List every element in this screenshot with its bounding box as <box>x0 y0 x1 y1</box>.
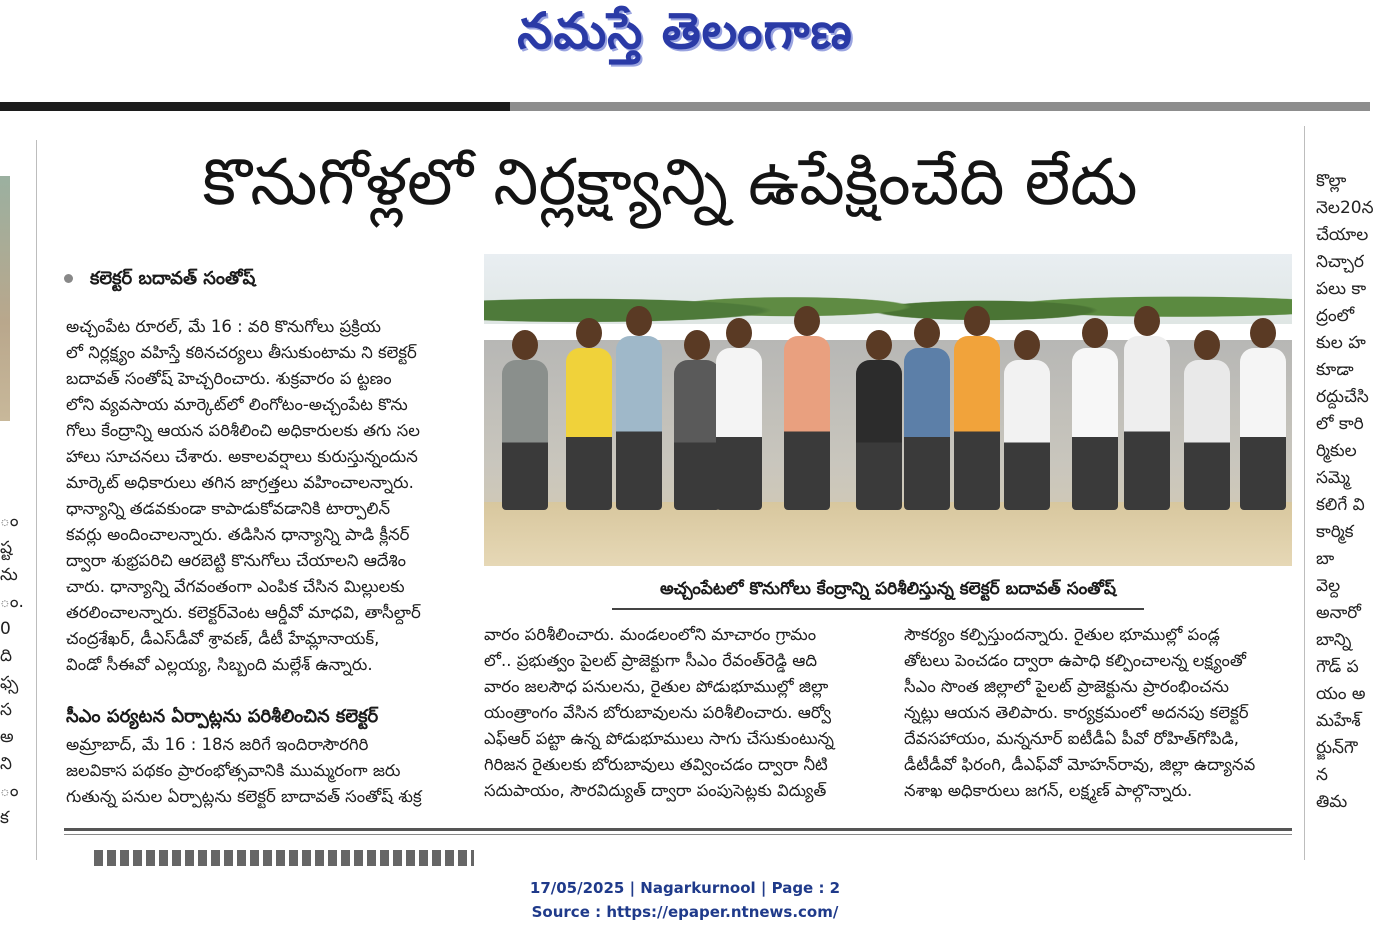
person-head <box>626 306 652 336</box>
person-figure <box>716 348 762 510</box>
person-head <box>576 318 602 348</box>
article-line: లో నిర్లక్ష్యం వహిస్తే కఠినచర్యలు తీసుకుంటామ ని కలెక్టర్ <box>66 343 417 362</box>
fragment-text: ఫ్స <box>0 673 19 693</box>
article-line: చారు. ధాన్యాన్ని వేగవంతంగా ఎంపిక చేసిన మిల్లులకు <box>66 577 405 596</box>
person-figure <box>1124 336 1170 510</box>
section-divider-thin <box>64 834 1292 835</box>
byline-text: కలెక్టర్ బదావత్ సంతోష్ <box>90 268 256 289</box>
person-head <box>1014 330 1040 360</box>
person-figure <box>784 336 830 510</box>
person-figure <box>1004 360 1050 510</box>
article-line: జలవికాస పథకం ప్రారంభోత్సవానికి ముమ్మరంగా జరు <box>66 761 401 780</box>
article-column-1-continued <box>66 732 454 810</box>
adjacent-article-left <box>0 508 24 832</box>
fragment-text: యం అ <box>1316 684 1366 704</box>
person-figure <box>856 360 902 510</box>
person-figure <box>674 360 720 510</box>
article-column-1 <box>66 314 454 678</box>
masthead-rule-dark <box>0 102 510 111</box>
masthead-rule-gray <box>510 102 1370 111</box>
article-line: హాలు సూచనలు చేశారు. అకాలవర్షాలు కురుస్తున్నందున <box>66 447 418 466</box>
fragment-text: న <box>1316 765 1328 785</box>
person-figure <box>566 348 612 510</box>
article-line: న్నట్లు ఆయన తెలిపారు. కార్యక్రమంలో అదనపు కలెక్టర్ <box>904 703 1249 722</box>
fragment-text: క <box>0 808 9 828</box>
fragment-text: అ <box>0 727 14 747</box>
fragment-text: వెల్ద <box>1316 576 1341 596</box>
article-line: ఎఫ్‌ఆర్ పట్టా ఉన్న పోడుభూములు సాగు చేసుకుంటున్న <box>484 729 835 748</box>
article-line: యంత్రాంగం వేసిన బోరుబావులను పరిశీలించారు. ఆర్వో <box>484 703 832 722</box>
article-line: లో.. ప్రభుత్వం పైలట్ ప్రాజెక్టుగా సీఎం రేవంత్‌రెడ్డి ఆది <box>484 651 818 670</box>
footer-source: Source : https://epaper.ntnews.com/ <box>531 903 839 921</box>
fragment-text: ష్ట <box>0 538 13 558</box>
person-head <box>512 330 538 360</box>
fragment-text: అనారో <box>1316 603 1361 623</box>
fragment-text: తిమ <box>1316 792 1348 812</box>
article-line: సౌకర్యం కల్పిస్తుందన్నారు. రైతుల భూముల్లో పండ్ల <box>904 625 1220 644</box>
person-figure <box>1184 360 1230 510</box>
person-head <box>1082 318 1108 348</box>
person-head <box>684 330 710 360</box>
article-line: సదుపాయం, సౌరవిద్యుత్ ద్వారా పంపుసెట్లకు విద్యుత్ <box>484 781 827 800</box>
fragment-text: కార్మిక <box>1316 522 1354 542</box>
article-line: గిరిజన రైతులకు బోరుబావులు తవ్వించడం ద్వారా నీటి <box>484 755 828 774</box>
article-subhead: సీఎం పర్యటన ఏర్పాట్లను పరిశీలించిన కలెక్టర్ <box>66 706 379 727</box>
article-line: గోలు కేంద్రాన్ని ఆయన పరిశీలించి అధికారులకు తగు సల <box>66 421 420 440</box>
fragment-text: ని <box>0 754 12 774</box>
masthead <box>0 0 1370 100</box>
column-divider-right <box>1304 126 1305 860</box>
footer-date-edition: 17/05/2025 | Nagarkurnool | Page : 2 <box>529 879 841 897</box>
photo-grain-heap <box>484 502 1292 566</box>
fragment-text: స <box>0 700 12 720</box>
fragment-text: బా <box>1316 549 1335 569</box>
fragment-text: ద్రంలో <box>1316 306 1355 326</box>
article-photo <box>484 254 1292 566</box>
fragment-text: కలిగే వి <box>1316 495 1365 515</box>
fragment-text: నెల20న <box>1316 198 1374 218</box>
person-head <box>1134 306 1160 336</box>
fragment-text: సమ్మె <box>1316 468 1350 488</box>
article-line: కవర్లు అందించాలన్నారు. తడిసిన ధాన్యాన్ని పాడి క్లీనర్ <box>66 525 410 544</box>
fragment-text: కొల్లా <box>1316 171 1347 191</box>
article-line: డీటీడీవో ఫిరంగి, డీఎఫ్‌వో మోహన్‌రావు, జిల్లా ఉద్యానవ <box>904 755 1256 774</box>
person-head <box>964 306 990 336</box>
fragment-text: 0 <box>0 619 11 639</box>
section-divider <box>64 828 1292 831</box>
fragment-text: ర్మికుల <box>1316 441 1357 461</box>
person-figure <box>904 348 950 510</box>
article-line: సీఎం సొంత జిల్లాలో పైలట్ ప్రాజెక్టును ప్రారంభించను <box>904 677 1229 696</box>
article-line: విండో సీఈవో ఎల్లయ్య, సిబ్బంది మల్లేశ్ ఉన్నారు. <box>66 655 373 674</box>
person-figure <box>1072 348 1118 510</box>
next-article-headline-cutoff <box>94 850 474 866</box>
person-head <box>866 330 892 360</box>
person-figure <box>616 336 662 510</box>
fragment-text: ం <box>0 781 19 801</box>
article-line: ధాన్యాన్ని తడవకుండా కాపాడుకోవడానికి టార్పాలిన్ <box>66 499 391 518</box>
article-line: మార్కెట్ అధికారులు తగిన జాగ్రత్తలు వహించాలన్నారు. <box>66 473 414 492</box>
fragment-text: ను <box>0 565 18 585</box>
article-line: తోటలు పెంచడం ద్వారా ఉపాధి కల్పించాలన్న లక్ష్యంతో <box>904 651 1247 670</box>
person-head <box>794 306 820 336</box>
adjacent-article-right <box>1316 168 1374 816</box>
article-line: వారం పరిశీలించారు. మండలంలోని మాచారం గ్రామం <box>484 625 817 644</box>
article-line: అచ్చంపేట రూరల్, మే 16 : వరి కొనుగోలు ప్రక్రియ <box>66 317 382 336</box>
fragment-text: చేయాల <box>1316 225 1369 245</box>
article-line: ద్వారా శుభ్రపరిచి ఆరబెట్టి కొనుగోలు చేయాలని ఆదేశిం <box>66 551 406 570</box>
fragment-text: రద్దుచేసి <box>1316 387 1369 407</box>
article-column-3 <box>904 622 1294 804</box>
fragment-text: ం. <box>0 592 24 612</box>
fragment-text: కుల హ <box>1316 333 1366 353</box>
fragment-text: పలు కా <box>1316 279 1367 299</box>
article-line: అమ్రాబాద్, మే 16 : 18న జరిగే ఇందిరాసౌరగిరి <box>66 735 369 754</box>
article-line: వారం జలసౌధ పనులను, రైతుల పోడుభూముల్లో జిల్లా <box>484 677 829 696</box>
fragment-text: బాన్ని <box>1316 630 1352 650</box>
article-line: గుతున్న పనుల ఏర్పాట్లను కలెక్టర్ బాదావత్ సంతోష్ శుక్ర <box>66 787 422 806</box>
person-head <box>914 318 940 348</box>
article-line: తరలించాలన్నారు. కలెక్టర్‌వెంట ఆర్డీవో మాధవి, తాసీల్దార్ <box>66 603 421 622</box>
fragment-text: కూడా <box>1316 360 1354 380</box>
person-head <box>726 318 752 348</box>
column-divider-left <box>36 140 37 860</box>
article-line: దేవసహాయం, మన్ననూర్ ఐటీడీఏ పీవో రోహిత్‌గోపిడి, <box>904 729 1239 748</box>
next-article-cutoff <box>64 846 1292 864</box>
fragment-text: గౌడ్ ప <box>1316 657 1359 677</box>
fragment-text: ది <box>0 646 13 666</box>
adjacent-article-photo <box>0 176 10 421</box>
byline <box>64 264 464 294</box>
person-figure <box>954 336 1000 510</box>
person-figure <box>502 360 548 510</box>
person-head <box>1250 318 1276 348</box>
fragment-text: లో కారి <box>1316 414 1364 434</box>
newspaper-logo: నమస్తే తెలంగాణ <box>517 2 853 60</box>
article-column-2 <box>484 622 874 804</box>
photo-trees <box>484 266 1292 340</box>
caption-underline <box>612 608 1144 610</box>
article-line: లోని వ్యవసాయ మార్కెట్‌లో లింగోటం-అచ్చంపేట కొను <box>66 395 408 414</box>
article-line: చంద్రశేఖర్, డీఎస్‌డీవో శ్రావణ్, డీటీ హేమ్లానాయక్, <box>66 629 380 648</box>
article-line: బదావత్ సంతోష్ హెచ్చరించారు. శుక్రవారం ప ట్టణం <box>66 369 392 388</box>
fragment-text: ం <box>0 511 19 531</box>
fragment-text: నిచ్చార <box>1316 252 1365 272</box>
photo-caption: అచ్చంపేటలో కొనుగోలు కేంద్రాన్ని పరిశీలిస్తున్న కలెక్టర్ బదావత్ సంతోష్ <box>660 579 1116 599</box>
fragment-text: ర్జున్‌గౌ <box>1316 738 1358 758</box>
article-headline: కొనుగోళ్లలో నిర్లక్ష్యాన్ని ఉపేక్షించేది లేదు <box>202 146 1138 220</box>
article-line: నశాఖ అధికారులు జగన్, లక్ష్మణ్ పాల్గొన్నారు. <box>904 781 1193 800</box>
person-head <box>1194 330 1220 360</box>
fragment-text: మహేశ్ <box>1316 711 1361 731</box>
bullet-icon <box>64 274 73 283</box>
person-figure <box>1240 348 1286 510</box>
